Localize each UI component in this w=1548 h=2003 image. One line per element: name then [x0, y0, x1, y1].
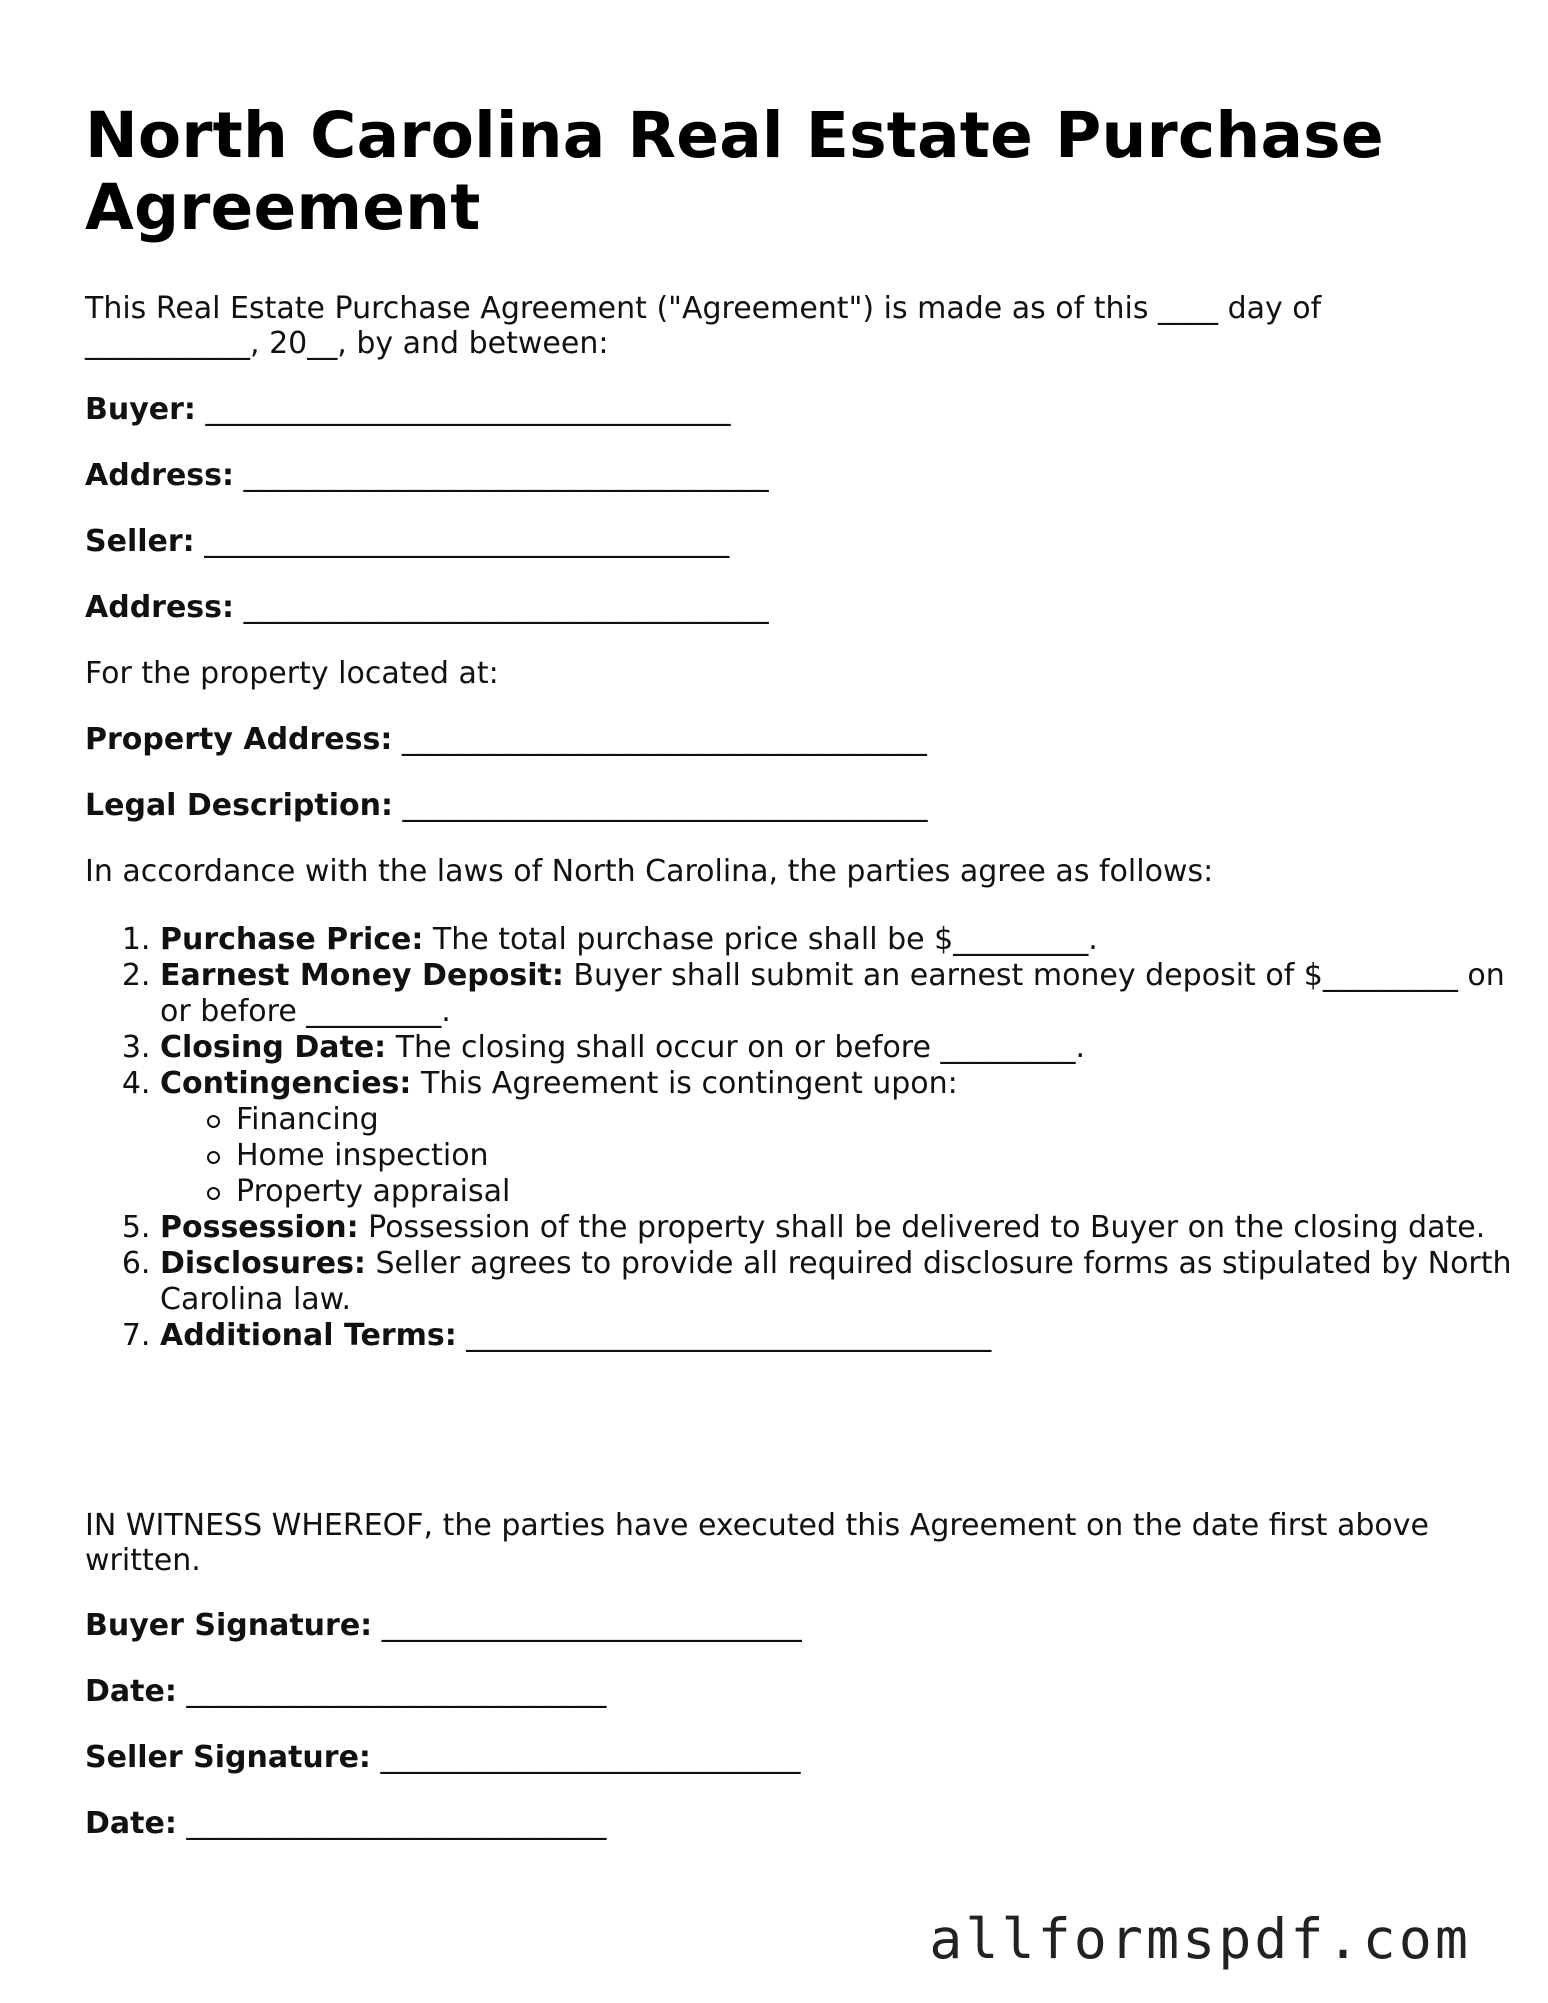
buyer-address-blank: ___________________________________: [243, 458, 769, 493]
term-closing-date: [160, 1030, 1540, 1066]
property-address-label: Property Address:: [85, 722, 393, 757]
buyer-date-label: Date:: [85, 1674, 177, 1709]
seller-address-label: Address:: [85, 590, 235, 625]
legal-description-line: [85, 788, 928, 823]
contingencies-text: This Agreement is contingent upon:: [420, 1066, 958, 1101]
additional-terms-label: Additional Terms:: [160, 1318, 457, 1353]
seller-date-label: Date:: [85, 1806, 177, 1841]
seller-date-blank: ____________________________: [186, 1806, 607, 1841]
buyer-address-line: [85, 458, 769, 493]
witness-statement: IN WITNESS WHEREOF, the parties have executed this Agreement on the date first above written.: [85, 1508, 1429, 1578]
laws-statement: In accordance with the laws of North Carolina, the parties agree as follows:: [85, 854, 1214, 889]
buyer-label: Buyer:: [85, 392, 196, 427]
contingency-items: [160, 1102, 1540, 1210]
possession-text: Possession of the property shall be delivered to Buyer on the closing date.: [368, 1210, 1486, 1245]
buyer-signature-line: [85, 1608, 802, 1643]
contingencies-label: Contingencies:: [160, 1066, 412, 1101]
earnest-money-text: Buyer shall submit an earnest money deposit of $_________ on or before _________.: [160, 958, 1505, 1029]
disclosures-label: Disclosures:: [160, 1246, 366, 1281]
contingency-item: Financing: [236, 1102, 1540, 1138]
seller-signature-label: Seller Signature:: [85, 1740, 371, 1775]
term-possession: [160, 1210, 1540, 1246]
seller-line: [85, 524, 729, 559]
seller-label: Seller:: [85, 524, 195, 559]
buyer-address-label: Address:: [85, 458, 235, 493]
seller-signature-blank: ____________________________: [380, 1740, 801, 1775]
earnest-money-label: Earnest Money Deposit:: [160, 958, 564, 993]
seller-address-line: [85, 590, 769, 625]
contingency-item: Property appraisal: [236, 1174, 1540, 1210]
contingency-item: Home inspection: [236, 1138, 1540, 1174]
buyer-date-line: [85, 1674, 606, 1709]
seller-date-line: [85, 1806, 606, 1841]
seller-signature-line: [85, 1740, 800, 1775]
document-title: North Carolina Real Estate Purchase Agreement: [85, 99, 1384, 244]
buyer-date-blank: ____________________________: [186, 1674, 607, 1709]
property-intro: For the property located at:: [85, 656, 499, 691]
term-purchase-price: [160, 922, 1540, 958]
seller-blank: ___________________________________: [204, 524, 730, 559]
seller-address-blank: ___________________________________: [243, 590, 769, 625]
purchase-price-text: The total purchase price shall be $_________.: [432, 922, 1098, 957]
purchase-price-label: Purchase Price:: [160, 922, 424, 957]
closing-date-text: The closing shall occur on or before _________.: [395, 1030, 1086, 1065]
buyer-line: [85, 392, 730, 427]
document-page: [85, 99, 1512, 1841]
property-address-blank: ___________________________________: [401, 722, 927, 757]
property-address-line: [85, 722, 927, 757]
buyer-signature-label: Buyer Signature:: [85, 1608, 373, 1643]
possession-label: Possession:: [160, 1210, 359, 1245]
terms-list: [85, 922, 1540, 1354]
term-contingencies: [160, 1066, 1540, 1210]
term-additional: [160, 1318, 1540, 1354]
buyer-signature-blank: ____________________________: [381, 1608, 802, 1643]
term-earnest-money: [160, 958, 1540, 1030]
disclosures-text: Seller agrees to provide all required disclosure forms as stipulated by North Carolina law.: [160, 1246, 1512, 1317]
closing-date-label: Closing Date:: [160, 1030, 387, 1065]
legal-description-label: Legal Description:: [85, 788, 393, 823]
intro-paragraph: This Real Estate Purchase Agreement ("Agreement") is made as of this ____ day of ___________, 20__, by and between:: [85, 291, 1322, 361]
legal-description-blank: ___________________________________: [402, 788, 928, 823]
additional-terms-blank: ___________________________________: [466, 1318, 992, 1353]
buyer-blank: ___________________________________: [205, 392, 731, 427]
term-disclosures: [160, 1246, 1540, 1318]
watermark-text: allformspdf.com: [929, 1907, 1471, 1971]
